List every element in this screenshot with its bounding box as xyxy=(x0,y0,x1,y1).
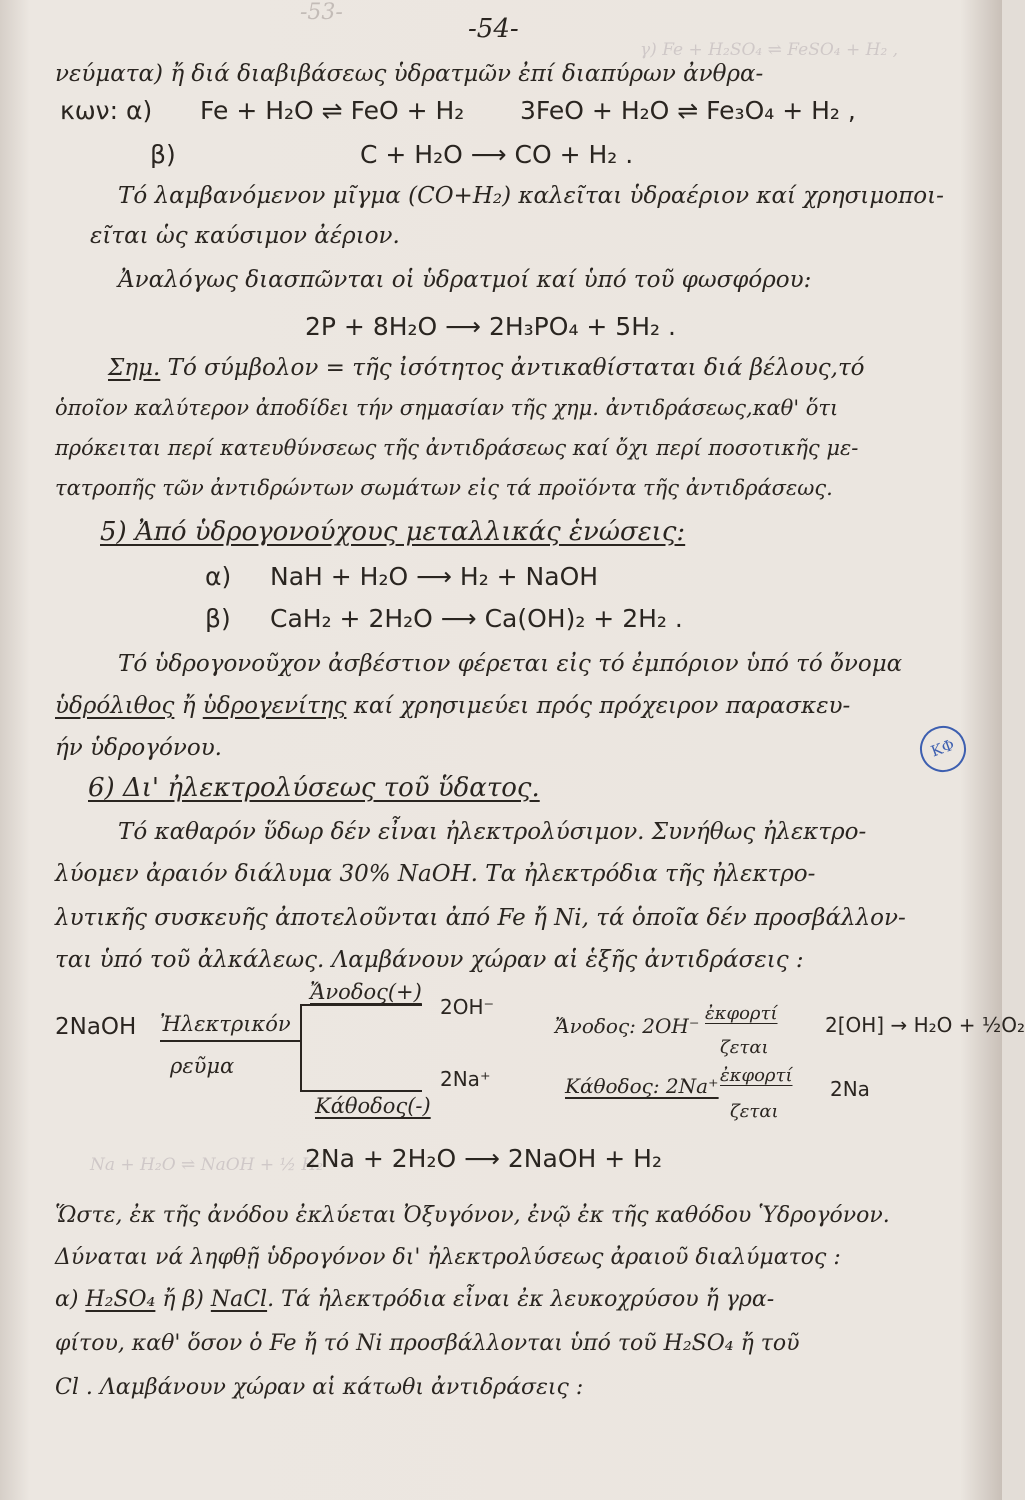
bleed-line: γ) Fe + H₂SO₄ ⇌ FeSO₄ + H₂ , xyxy=(640,40,899,60)
section-heading-6: 6) Δι' ἠλεκτρολύσεως τοῦ ὕδατος. xyxy=(88,773,540,803)
equation-a-1: Fe + H₂O ⇌ FeO + H₂ xyxy=(200,96,465,125)
cathode-reaction-left: Κάθοδος: 2Na⁺ xyxy=(565,1074,719,1098)
note-text: Τό σύμβολον = τῆς ἰσότητος ἀντικαθίσταται διά βέλους,τό xyxy=(167,355,865,381)
equation-label: α) xyxy=(205,562,232,591)
text-line: εῖται ὡς καύσιμον ἀέριον. xyxy=(90,223,400,249)
page-number: -54- xyxy=(468,14,519,44)
cathode-reaction-verb-2: ζεται xyxy=(730,1101,779,1122)
text-line: νεύματα) ἤ διά διαβιβάσεως ὑδρατμῶν ἐπί διαπύρων ἀνθρα- xyxy=(55,61,764,87)
anode-reaction-verb: ἐκφορτί xyxy=(705,1003,778,1024)
cathode-product: 2Na⁺ xyxy=(440,1067,491,1091)
text-line: ται ὑπό τοῦ ἀλκάλεως. Λαμβάνουν χώραν αἱ ἑξῆς ἀντιδράσεις : xyxy=(55,947,804,973)
text-line: Cl . Λαμβάνουν χώραν αἱ κάτωθι ἀντιδράσεις : xyxy=(55,1375,584,1400)
anode-reaction-left: Ἄνοδος: 2OH⁻ xyxy=(555,1014,700,1038)
blue-stamp: ΚΦ xyxy=(914,720,973,779)
text-line: Τό ὑδρογονοῦχον ἀσβέστιον φέρεται εἰς τό ἐμπόριον ὑπό τό ὄνομα xyxy=(118,651,903,677)
cathode-reaction-verb: ἐκφορτί xyxy=(720,1065,793,1086)
bleed-page-number: -53- xyxy=(300,0,343,25)
text-line: Τό λαμβανόμενον μῖγμα (CO+H₂) καλεῖται ὑδραέριον καί χρησιμοποι- xyxy=(118,183,944,209)
text-line: Ὥστε, ἐκ τῆς ἀνόδου ἐκλύεται Ὀξυγόνον, ἐνῷ ἐκ τῆς καθόδου Ὑδρογόνον. xyxy=(55,1203,890,1228)
text-line: Δύναται νά ληφθῇ ὑδρογόνον δι' ἠλεκτρολύσεως ἀραιοῦ διαλύματος : xyxy=(55,1245,841,1270)
electrolysis-current-label-2: ρεῦμα xyxy=(170,1054,235,1078)
equation-label: β) xyxy=(205,604,231,633)
bleed-line: Na + H₂O ⇌ NaOH + ½ H₂ xyxy=(90,1155,324,1175)
note-line: πρόκειται περί κατευθύνσεως τῆς ἀντιδράσεως καί ὄχι περί ποσοτικῆς με- xyxy=(55,436,859,460)
equation-a-2: 3FeO + H₂O ⇌ Fe₃O₄ + H₂ , xyxy=(520,96,856,125)
equation-a-label: κων: α) xyxy=(60,96,153,125)
note-line: τατροπῆς τῶν ἀντιδρώντων σωμάτων εἰς τά προϊόντα τῆς ἀντιδράσεως. xyxy=(55,476,833,500)
text-line: α) H₂SO₄ ἤ β) NaCl. Τά ἠλεκτρόδια εἶναι ἐκ λευκοχρύσου ἤ γρα- xyxy=(55,1287,775,1312)
text-line: ήν ὑδρογόνου. xyxy=(55,735,222,761)
electrolysis-reactant: 2NaOH xyxy=(55,1014,137,1040)
text-line: λύομεν ἀραιόν διάλυμα 30% NaOH. Τα ἠλεκτρόδια τῆς ἠλεκτρο- xyxy=(55,861,816,887)
arrow-line xyxy=(160,1040,300,1042)
text-line: φίτου, καθ' ὅσον ὁ Fe ἤ τό Ni προσβάλλονται ὑπό τοῦ H₂SO₄ ἤ τοῦ xyxy=(55,1331,800,1356)
text-line: ὑδρόλιθος ἤ ὑδρογενίτης καί χρησιμεύει πρός πρόχειρον παρασκευ- xyxy=(55,693,851,719)
equation-nah: NaH + H₂O ⟶ H₂ + NaOH xyxy=(270,562,599,591)
anode-label: Ἄνοδος(+) xyxy=(310,980,422,1004)
text-line: λυτικῆς συσκευῆς ἀποτελοῦνται ἀπό Fe ἤ Ni, τά ὁποῖα δέν προσβάλλον- xyxy=(55,905,906,931)
section-heading-5: 5) Ἀπό ὑδρογονούχους μεταλλικάς ἑνώσεις: xyxy=(100,517,686,547)
text-line: Τό καθαρόν ὕδωρ δέν εἶναι ἠλεκτρολύσιμον. Συνήθως ἠλεκτρο- xyxy=(118,819,867,845)
text-line: Ἀναλόγως διασπῶνται οἱ ὑδρατμοί καί ὑπό τοῦ φωσφόρου: xyxy=(118,267,812,293)
cathode-reaction-right: 2Na xyxy=(830,1077,870,1101)
equation-sodium-water: 2Na + 2H₂O ⟶ 2NaOH + H₂ xyxy=(305,1144,662,1173)
equation-phosphorus: 2P + 8H₂O ⟶ 2H₃PO₄ + 5H₂ . xyxy=(305,312,676,341)
anode-reaction-right: 2[OH] → H₂O + ½O₂ xyxy=(825,1013,1025,1037)
electrolysis-bracket xyxy=(300,1004,422,1092)
equation-cah2: CaH₂ + 2H₂O ⟶ Ca(OH)₂ + 2H₂ . xyxy=(270,604,683,633)
anode-product: 2OH⁻ xyxy=(440,995,495,1019)
electrolysis-current-label: Ἠλεκτρικόν xyxy=(160,1012,291,1036)
equation-b-label: β) xyxy=(150,140,176,169)
equation-b: C + H₂O ⟶ CO + H₂ . xyxy=(360,140,634,169)
note-label: Σημ. xyxy=(108,355,161,381)
anode-reaction-verb-2: ζεται xyxy=(720,1037,769,1058)
cathode-label: Κάθοδος(-) xyxy=(315,1094,431,1118)
note-line xyxy=(108,354,865,382)
note-line: ὁποῖον καλύτερον ἀποδίδει τήν σημασίαν τῆς χημ. ἀντιδράσεως,καθ' ὅτι xyxy=(55,396,839,420)
